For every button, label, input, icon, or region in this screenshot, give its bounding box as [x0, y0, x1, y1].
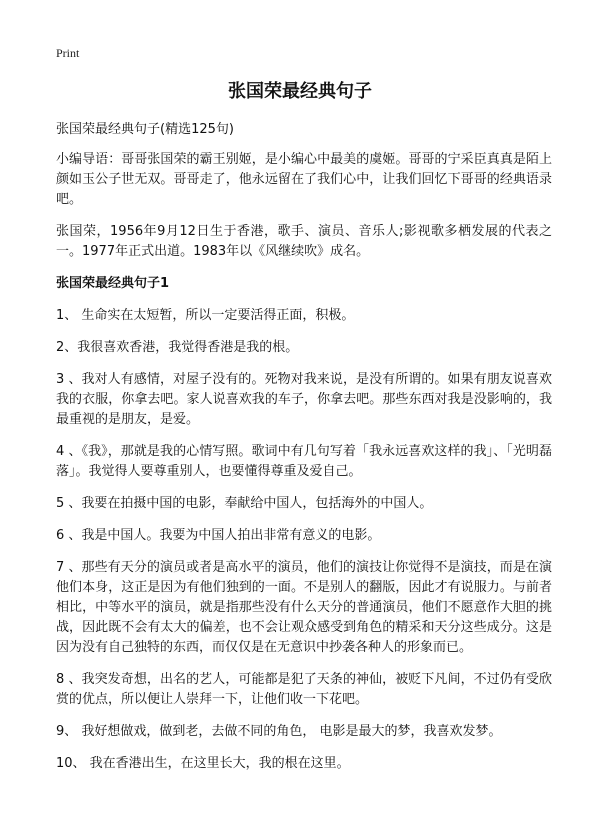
- article-body: [56, 120, 552, 786]
- quote-item: 4 、《我》，那就是我的心情写照。歌词中有几句写着「我永远喜欢这样的我」、「光明磊落」。我觉得人要尊重别人，也要懂得尊重及爱自己。: [56, 444, 552, 479]
- print-link[interactable]: Print: [56, 46, 80, 60]
- quote-item: 8 、我突发奇想，出名的艺人，可能都是犯了天条的神仙，被贬下凡间，不过仍有受欣赏的优点，所以便让人崇拜一下，让他们收一下花吧。: [56, 672, 552, 707]
- quote-item: 7 、那些有天分的演员或者是高水平的演员，他们的演技让你觉得不是演技，而是在演他们本身，这正是因为有他们独到的一面。不是别人的翻版，因此才有说服力。与前者相比，中等水平的演员，就是指那些没有什么天分的普通演员，他们不愿意作大胆的挑战，因此既不会有太大的偏差，也不会让观众感受到角色的精采和天分这些成分。这是因为没有自己独特的东西，而仅仅是在无意识中抄袭各种人的形象而已。: [56, 560, 552, 655]
- article-subtitle: 张国荣最经典句子(精选125句): [56, 122, 234, 137]
- quote-item: 6 、我是中国人。我要为中国人拍出非常有意义的电影。: [56, 528, 381, 543]
- section-heading: 张国荣最经典句子1: [56, 276, 170, 291]
- quote-item: 2、我很喜欢香港，我觉得香港是我的根。: [56, 340, 299, 355]
- quote-item: 9、 我好想做戏，做到老，去做不同的角色， 电影是最大的梦，我喜欢发梦。: [56, 724, 502, 739]
- page-title: 张国荣最经典句子: [228, 81, 372, 102]
- quote-item: 5 、我要在拍摄中国的电影，奉献给中国人，包括海外的中国人。: [56, 496, 433, 511]
- quote-item: 1、 生命实在太短暂，所以一定要活得正面，积极。: [56, 308, 355, 323]
- bio-paragraph: 张国荣，1956年9月12日生于香港，歌手、演员、音乐人;影视歌多栖发展的代表之一。1977年正式出道。1983年以《风继续吹》成名。: [56, 224, 552, 259]
- intro-paragraph: 小编导语：哥哥张国荣的霸王别姬，是小编心中最美的虞姬。哥哥的宁采臣真真是陌上颜如玉公子世无双。哥哥走了，他永远留在了我们心中，让我们回忆下哥哥的经典语录吧。: [56, 152, 552, 207]
- quote-item: 10、 我在香港出生，在这里长大，我的根在这里。: [56, 756, 350, 771]
- quote-item: 3 、我对人有感情，对屋子没有的。死物对我来说，是没有所谓的。如果有朋友说喜欢我的衣服，你拿去吧。家人说喜欢我的车子，你拿去吧。那些东西对我是没影响的，我最重视的是朋友，是爱。: [56, 372, 552, 427]
